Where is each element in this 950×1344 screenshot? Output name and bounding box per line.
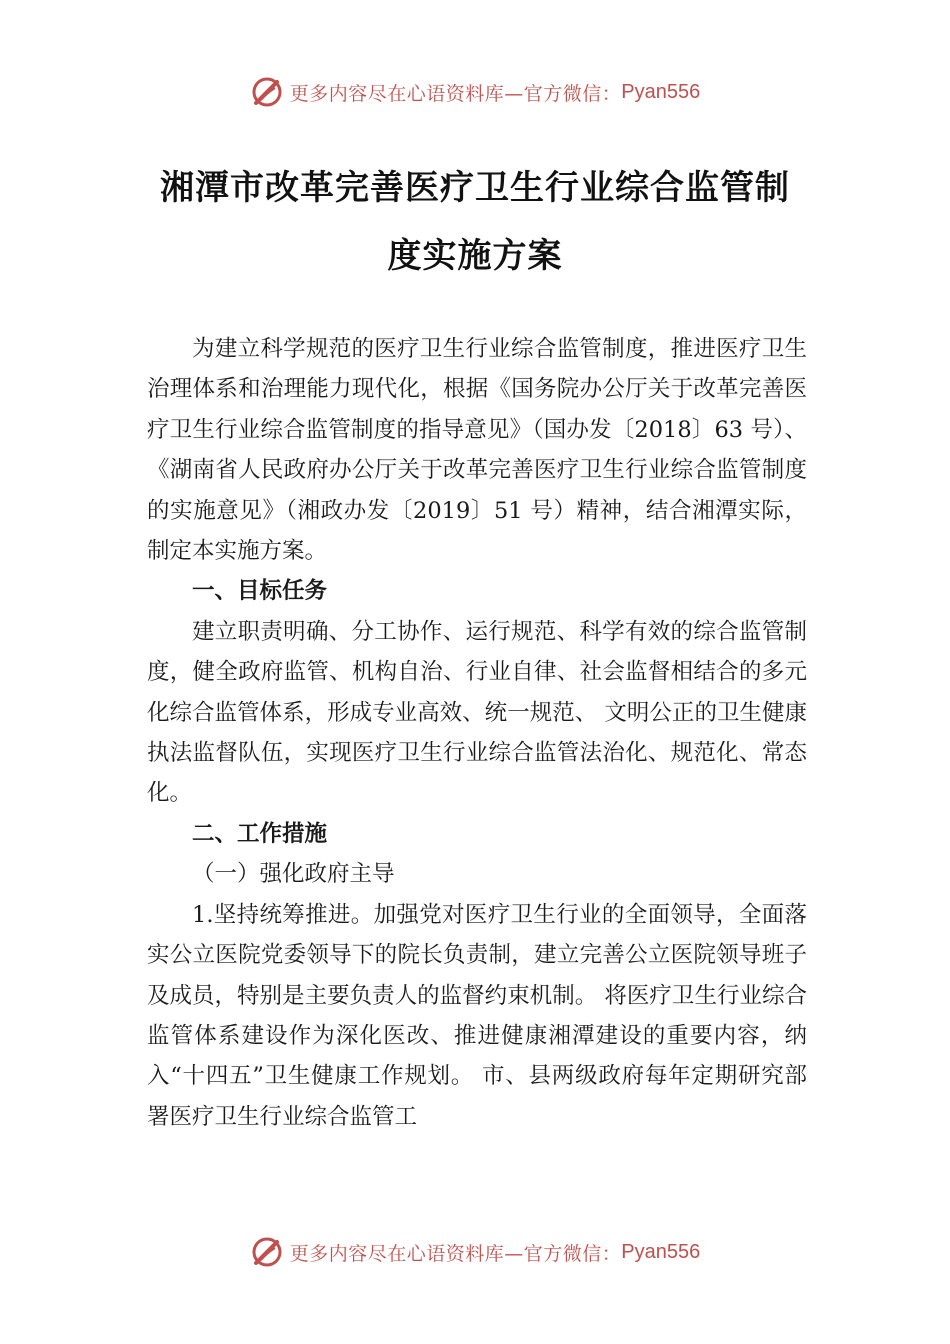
brush-logo-icon	[250, 75, 284, 109]
section-heading-goals: 一、目标任务	[192, 578, 328, 605]
header-watermark	[0, 70, 950, 114]
item-paragraph-1: 1.坚持统筹推进。加强党对医疗卫生行业的全面领导，全面落实公立医院党委领导下的院长负责制，建立完善公立医院领导班子及成员，特别是主要负责人的监督约束机制。 将医疗卫生行业综合监管体系建设作为深化医改、推进健康湘潭建设的重要内容，纳入“十四五”卫生健康工作规划。 市、县两级政府每年定期研究部署医疗卫生行业综合监管工	[147, 901, 807, 1130]
watermark-text: 更多内容尽在心语资料库—官方微信：	[289, 1242, 622, 1265]
subsection-heading-government: （一）强化政府主导	[192, 861, 395, 888]
section-heading-measures: 二、工作措施	[192, 820, 328, 847]
footer-watermark	[0, 1230, 950, 1274]
brush-logo-icon	[250, 1235, 284, 1269]
document-body	[147, 329, 807, 1137]
watermark-wechat-id: Pyan556	[621, 80, 701, 103]
intro-paragraph: 为建立科学规范的医疗卫生行业综合监管制度，推进医疗卫生治理体系和治理能力现代化，根据《国务院办公厅关于改革完善医疗卫生行业综合监管制度的指导意见》（国办发〔2018〕63 号）、《湖南省人民政府办公厅关于改革完善医疗卫生行业综合监管制度的实施意见》（湘政办发〔2019〕51 号）精神，结合湘潭实际，制定本实施方案。	[147, 336, 807, 565]
watermark-text: 更多内容尽在心语资料库—官方微信：	[289, 82, 622, 105]
document-title-line-2: 度实施方案	[387, 236, 563, 276]
goals-paragraph: 建立职责明确、分工协作、运行规范、科学有效的综合监管制度，健全政府监管、机构自治、行业自律、社会监督相结合的多元化综合监管体系，形成专业高效、统一规范、 文明公正的卫生健康执法监督队伍，实现医疗卫生行业综合监管法治化、规范化、常态化。	[147, 618, 807, 807]
watermark-wechat-id: Pyan556	[621, 1240, 701, 1263]
document-title-line-1: 湘潭市改革完善医疗卫生行业综合监管制	[160, 168, 790, 208]
